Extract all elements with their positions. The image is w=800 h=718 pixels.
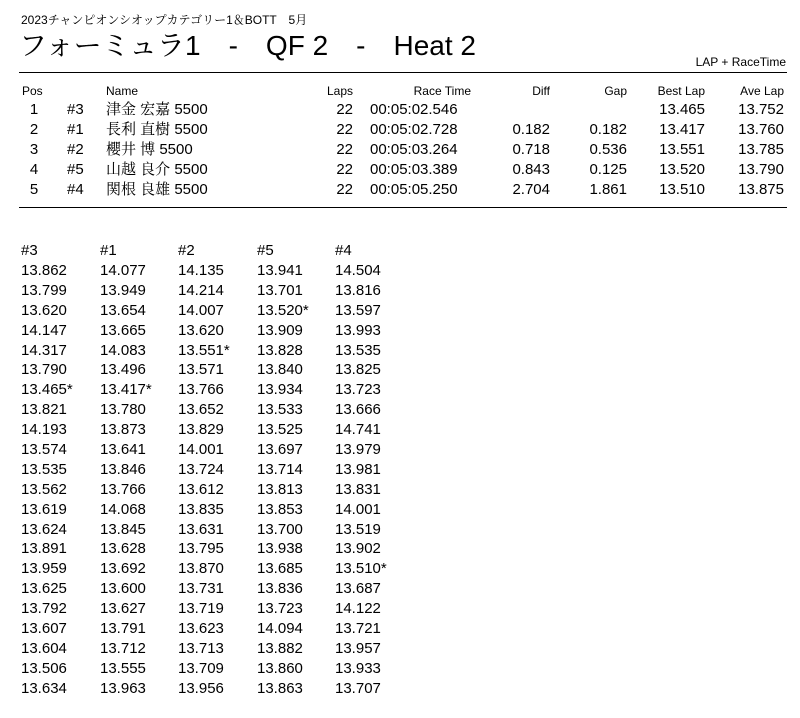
result-ave-lap: 13.875 [738, 181, 784, 198]
result-gap: 0.182 [589, 121, 627, 138]
lap-time-cell: 13.909 [257, 321, 303, 339]
lap-time-cell: 14.504 [335, 262, 381, 279]
result-race-time: 00:05:03.389 [370, 161, 458, 178]
result-driver-name: 山越 良介 5500 [106, 161, 208, 178]
lap-time-cell: 13.619 [21, 500, 67, 518]
lap-time-cell: 13.624 [21, 520, 67, 538]
lap-row [0, 520, 800, 540]
lap-time-cell: 14.147 [21, 321, 67, 339]
lap-col-header: #3 [21, 242, 38, 259]
col-header-name: Name [106, 84, 139, 98]
lap-time-cell: 13.723 [257, 600, 303, 618]
col-header-gap: Gap [604, 84, 627, 98]
lap-col-header: #2 [178, 242, 195, 259]
lap-time-cell: 13.666 [335, 401, 381, 419]
result-diff: 0.182 [512, 121, 550, 138]
lap-time-cell: 14.741 [335, 421, 381, 439]
lap-row [0, 321, 800, 341]
lap-time-cell: 13.835 [178, 500, 224, 518]
lap-time-cell: 13.692 [100, 560, 146, 578]
result-diff: 0.718 [512, 141, 550, 158]
lap-time-cell: 13.571 [178, 361, 224, 379]
lap-time-cell: 13.597 [335, 301, 381, 319]
lap-time-cell: 14.094 [257, 620, 303, 638]
lap-time-cell: 13.934 [257, 381, 303, 399]
lap-time-cell: 13.535 [335, 341, 381, 359]
result-ave-lap: 13.752 [738, 101, 784, 118]
lap-time-cell: 13.562 [21, 480, 67, 498]
result-diff: 2.704 [512, 181, 550, 198]
lap-row [0, 341, 800, 361]
lap-row [0, 679, 800, 699]
lap-time-cell: 13.417* [100, 381, 152, 399]
result-laps: 22 [336, 121, 353, 138]
result-best-lap: 13.551 [659, 141, 705, 158]
result-gap: 0.536 [589, 141, 627, 158]
lap-time-cell: 14.083 [100, 341, 146, 359]
lap-time-cell: 13.620 [178, 321, 224, 339]
lap-row [0, 301, 800, 321]
lap-time-cell: 13.707 [335, 679, 381, 697]
lap-time-cell: 14.135 [178, 262, 224, 279]
lap-time-cell: 13.766 [100, 480, 146, 498]
lap-time-cell: 13.700 [257, 520, 303, 538]
result-ave-lap: 13.785 [738, 141, 784, 158]
lap-row [0, 440, 800, 460]
result-ave-lap: 13.790 [738, 161, 784, 178]
lap-time-cell: 13.836 [257, 580, 303, 598]
lap-time-cell: 14.317 [21, 341, 67, 359]
lap-time-cell: 13.731 [178, 580, 224, 598]
lap-time-cell: 14.122 [335, 600, 381, 618]
result-pos: 5 [29, 181, 39, 198]
lap-row [0, 579, 800, 599]
lap-col-header: #5 [257, 242, 274, 259]
lap-time-cell: 13.721 [335, 620, 381, 638]
lap-time-cell: 13.701 [257, 281, 303, 299]
lap-time-cell: 13.957 [335, 639, 381, 657]
result-pos: 1 [29, 101, 39, 118]
lap-row [0, 500, 800, 520]
lap-time-cell: 13.723 [335, 381, 381, 399]
lap-time-cell: 13.949 [100, 281, 146, 299]
lap-time-cell: 13.891 [21, 540, 67, 558]
result-pos: 3 [29, 141, 39, 158]
lap-time-cell: 13.625 [21, 580, 67, 598]
result-race-time: 00:05:05.250 [370, 181, 458, 198]
lap-row [0, 400, 800, 420]
lap-row [0, 420, 800, 440]
lap-time-cell: 13.791 [100, 620, 146, 638]
lap-time-cell: 13.641 [100, 441, 146, 459]
result-best-lap: 13.465 [659, 101, 705, 118]
result-race-time: 00:05:02.546 [370, 101, 458, 118]
lap-time-cell: 13.902 [335, 540, 381, 558]
page-title: フォーミュラ1 - QF 2 - Heat 2 [19, 30, 476, 61]
lap-time-cell: 13.519 [335, 520, 381, 538]
lap-time-cell: 13.525 [257, 421, 303, 439]
result-car-number: #4 [67, 181, 84, 198]
lap-time-cell: 13.714 [257, 460, 303, 478]
lap-time-cell: 13.993 [335, 321, 381, 339]
lap-time-cell: 13.551* [178, 341, 230, 359]
result-laps: 22 [336, 161, 353, 178]
lap-time-cell: 14.001 [178, 441, 224, 459]
result-race-time: 00:05:03.264 [370, 141, 458, 158]
result-best-lap: 13.417 [659, 121, 705, 138]
lap-time-cell: 13.792 [21, 600, 67, 618]
lap-time-cell: 13.510* [335, 560, 387, 578]
lap-time-cell: 13.631 [178, 520, 224, 538]
lap-time-cell: 13.873 [100, 421, 146, 439]
result-gap: 0.125 [589, 161, 627, 178]
lap-time-cell: 13.846 [100, 460, 146, 478]
lap-time-cell: 13.840 [257, 361, 303, 379]
lap-time-cell: 14.068 [100, 500, 146, 518]
lap-time-cell: 14.193 [21, 421, 67, 439]
result-laps: 22 [336, 181, 353, 198]
lap-time-cell: 14.007 [178, 301, 224, 319]
lap-row [0, 380, 800, 400]
lap-type-label: LAP + RaceTime [695, 55, 786, 69]
lap-time-cell: 13.938 [257, 540, 303, 558]
lap-time-cell: 13.628 [100, 540, 146, 558]
header-divider [19, 72, 787, 73]
lap-time-cell: 13.600 [100, 580, 146, 598]
lap-time-cell: 13.685 [257, 560, 303, 578]
lap-time-cell: 14.001 [335, 500, 381, 518]
lap-row [0, 460, 800, 480]
lap-time-cell: 13.862 [21, 262, 67, 279]
lap-time-cell: 13.496 [100, 361, 146, 379]
lap-time-cell: 13.697 [257, 441, 303, 459]
lap-time-cell: 13.860 [257, 659, 303, 677]
result-car-number: #1 [67, 121, 84, 138]
lap-time-cell: 13.829 [178, 421, 224, 439]
lap-time-cell: 13.520* [257, 301, 309, 319]
lap-time-cell: 13.665 [100, 321, 146, 339]
result-driver-name: 長利 直樹 5500 [106, 121, 208, 138]
lap-time-cell: 13.882 [257, 639, 303, 657]
lap-time-cell: 13.795 [178, 540, 224, 558]
result-laps: 22 [336, 101, 353, 118]
lap-row [0, 261, 800, 281]
lap-time-cell: 14.077 [100, 262, 146, 279]
lap-time-cell: 13.766 [178, 381, 224, 399]
lap-time-cell: 13.709 [178, 659, 224, 677]
result-driver-name: 櫻井 博 5500 [106, 141, 193, 158]
lap-time-cell: 13.933 [335, 659, 381, 677]
result-best-lap: 13.510 [659, 181, 705, 198]
lap-time-cell: 13.713 [178, 639, 224, 657]
result-best-lap: 13.520 [659, 161, 705, 178]
lap-time-cell: 13.620 [21, 301, 67, 319]
lap-time-cell: 13.853 [257, 500, 303, 518]
lap-time-cell: 13.724 [178, 460, 224, 478]
lap-row [0, 619, 800, 639]
lap-time-cell: 13.506 [21, 659, 67, 677]
lap-time-cell: 13.634 [21, 679, 67, 697]
lap-time-cell: 13.963 [100, 679, 146, 697]
lap-time-cell: 13.979 [335, 441, 381, 459]
lap-time-cell: 13.863 [257, 679, 303, 697]
lap-time-cell: 13.719 [178, 600, 224, 618]
lap-col-header: #1 [100, 242, 117, 259]
result-diff: 0.843 [512, 161, 550, 178]
lap-row [0, 559, 800, 579]
lap-row [0, 281, 800, 301]
result-driver-name: 津金 宏嘉 5500 [106, 101, 208, 118]
col-header-race-time: Race Time [413, 84, 471, 98]
lap-time-cell: 13.604 [21, 639, 67, 657]
result-pos: 2 [29, 121, 39, 138]
lap-row [0, 599, 800, 619]
results-divider [19, 207, 787, 208]
lap-time-cell: 13.574 [21, 441, 67, 459]
lap-time-cell: 13.687 [335, 580, 381, 598]
lap-time-cell: 13.790 [21, 361, 67, 379]
lap-time-cell: 13.612 [178, 480, 224, 498]
lap-row [0, 480, 800, 500]
lap-time-cell: 13.941 [257, 262, 303, 279]
lap-time-cell: 13.816 [335, 281, 381, 299]
col-header-best-lap: Best Lap [657, 84, 705, 98]
result-car-number: #2 [67, 141, 84, 158]
lap-time-cell: 13.870 [178, 560, 224, 578]
lap-time-cell: 13.780 [100, 401, 146, 419]
result-race-time: 00:05:02.728 [370, 121, 458, 138]
col-header-ave-lap: Ave Lap [740, 84, 784, 98]
col-header-pos: Pos [22, 84, 43, 98]
lap-time-cell: 13.828 [257, 341, 303, 359]
result-car-number: #5 [67, 161, 84, 178]
lap-time-cell: 13.825 [335, 361, 381, 379]
lap-time-cell: 13.652 [178, 401, 224, 419]
lap-time-cell: 13.607 [21, 620, 67, 638]
lap-time-cell: 14.214 [178, 281, 224, 299]
lap-time-cell: 13.654 [100, 301, 146, 319]
result-car-number: #3 [67, 101, 84, 118]
lap-time-cell: 13.845 [100, 520, 146, 538]
result-gap: 1.861 [589, 181, 627, 198]
lap-time-cell: 13.959 [21, 560, 67, 578]
lap-time-cell: 13.535 [21, 460, 67, 478]
result-laps: 22 [336, 141, 353, 158]
lap-row [0, 360, 800, 380]
result-driver-name: 関根 良雄 5500 [106, 181, 208, 198]
lap-row [0, 659, 800, 679]
event-subtitle: 2023チャンピオンシオップカテゴリー1＆BOTT 5月 [21, 13, 308, 27]
lap-row [0, 639, 800, 659]
col-header-laps: Laps [326, 84, 353, 98]
lap-time-cell: 13.956 [178, 679, 224, 697]
lap-time-cell: 13.799 [21, 281, 67, 299]
lap-time-cell: 13.981 [335, 460, 381, 478]
result-ave-lap: 13.760 [738, 121, 784, 138]
lap-col-header: #4 [335, 242, 352, 259]
lap-time-cell: 13.813 [257, 480, 303, 498]
result-pos: 4 [29, 161, 39, 178]
lap-time-cell: 13.465* [21, 381, 73, 399]
lap-time-cell: 13.555 [100, 659, 146, 677]
lap-time-cell: 13.831 [335, 480, 381, 498]
lap-row [0, 539, 800, 559]
lap-time-cell: 13.533 [257, 401, 303, 419]
lap-time-cell: 13.712 [100, 639, 146, 657]
lap-time-cell: 13.623 [178, 620, 224, 638]
lap-time-cell: 13.627 [100, 600, 146, 618]
lap-time-cell: 13.821 [21, 401, 67, 419]
col-header-diff: Diff [532, 84, 550, 98]
